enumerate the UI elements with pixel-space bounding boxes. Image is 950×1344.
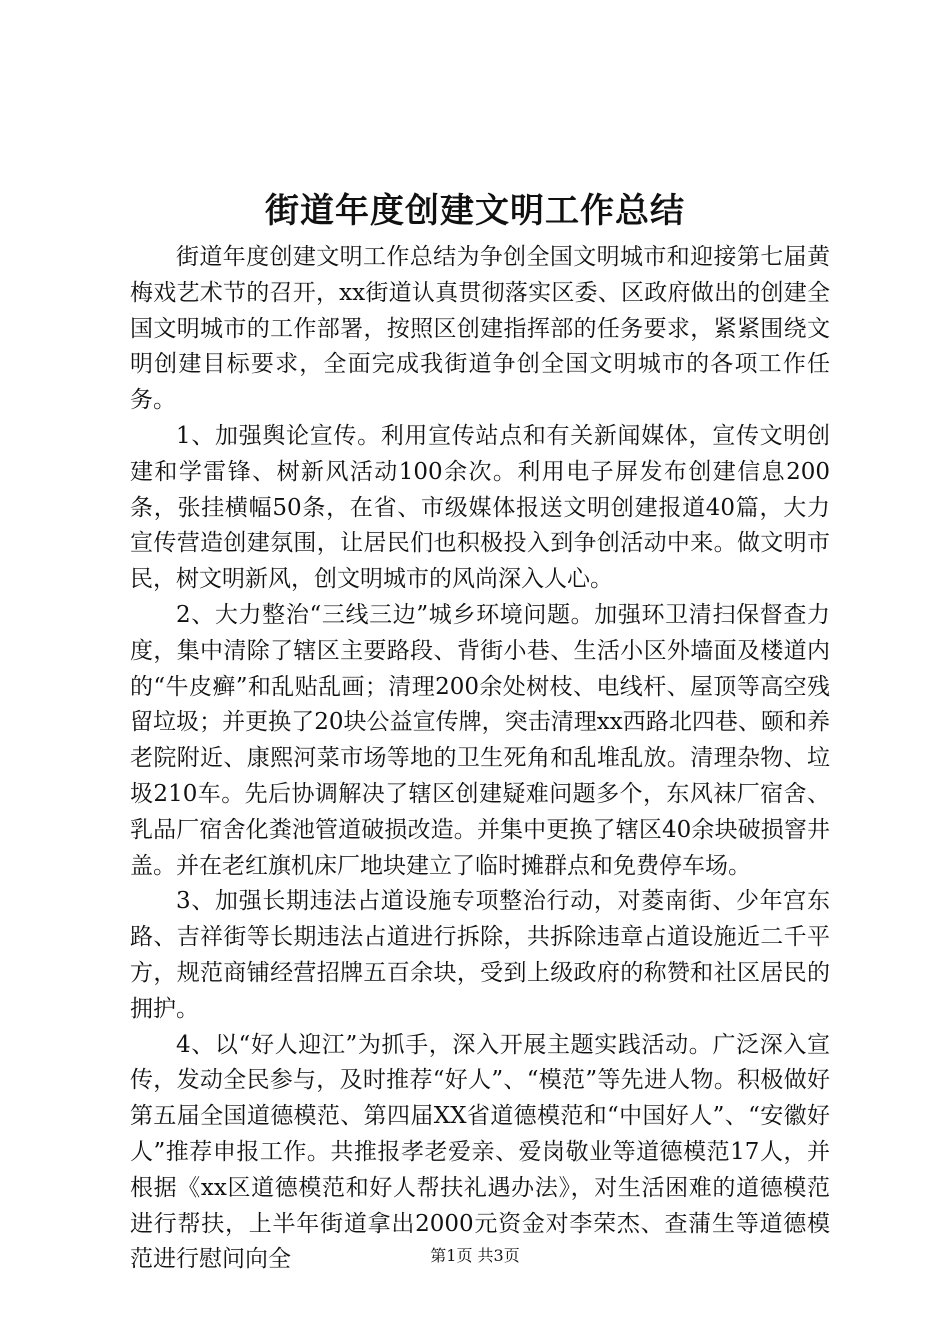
paragraph-item-1: 1、加强舆论宣传。利用宣传站点和有关新闻媒体，宣传文明创建和学雷锋、树新风活动100余次。利用电子屏发布创建信息200条，张挂横幅50条，在省、市级媒体报送文明创建报道40篇，大力宣传营造创建氛围，让居民们也积极投入到争创活动中来。做文明市民，树文明新风，创文明城市的风尚深入人心。 [130, 422, 830, 593]
paragraph-item-2: 2、大力整治“三线三边”城乡环境问题。加强环卫清扫保督查力度，集中清除了辖区主要路段、背街小巷、生活小区外墙面及楼道内的“牛皮癣”和乱贴乱画；清理200余处树枝、电线杆、屋顶等高空残留垃圾；并更换了20块公益宣传牌，突击清理xx西路北四巷、颐和养老院附近、康熙河菜市场等地的卫生死角和乱堆乱放。清理杂物、垃圾210车。先后协调解决了辖区创建疑难问题多个，东风袜厂宿舍、乳品厂宿舍化粪池管道破损改造。并集中更换了辖区40余块破损窨井盖。并在老红旗机床厂地块建立了临时摊群点和免费停车场。 [130, 601, 830, 879]
document-title: 街道年度创建文明工作总结 [265, 191, 685, 231]
paragraph-intro: 街道年度创建文明工作总结为争创全国文明城市和迎接第七届黄梅戏艺术节的召开，xx街道认真贯彻落实区委、区政府做出的创建全国文明城市的工作部署，按照区创建指挥部的任务要求，紧紧围绕文明创建目标要求，全面完成我街道争创全国文明城市的各项工作任务。 [130, 244, 830, 414]
paragraph-item-4: 4、以“好人迎江”为抓手，深入开展主题实践活动。广泛深入宣传，发动全民参与，及时推荐“好人”、“模范”等先进人物。积极做好第五届全国道德模范、第四届XX省道德模范和“中国好人”、“安徽好人”推荐申报工作。共推报孝老爱亲、爱岗敬业等道德模范17人，并根据《xx区道德模范和好人帮扶礼遇办法》，对生活困难的道德模范进行帮扶，上半年街道拿出2000元资金对李荣杰、查蒲生等道德模范进行慰问向全 [130, 1031, 830, 1273]
page-footer: 第1页 共3页 [430, 1246, 520, 1265]
paragraph-item-3: 3、加强长期违法占道设施专项整治行动，对菱南街、少年宫东路、吉祥街等长期违法占道进行拆除，共拆除违章占道设施近二千平方，规范商铺经营招牌五百余块，受到上级政府的称赞和社区居民的拥护。 [130, 888, 830, 1022]
document-body [130, 240, 830, 1278]
